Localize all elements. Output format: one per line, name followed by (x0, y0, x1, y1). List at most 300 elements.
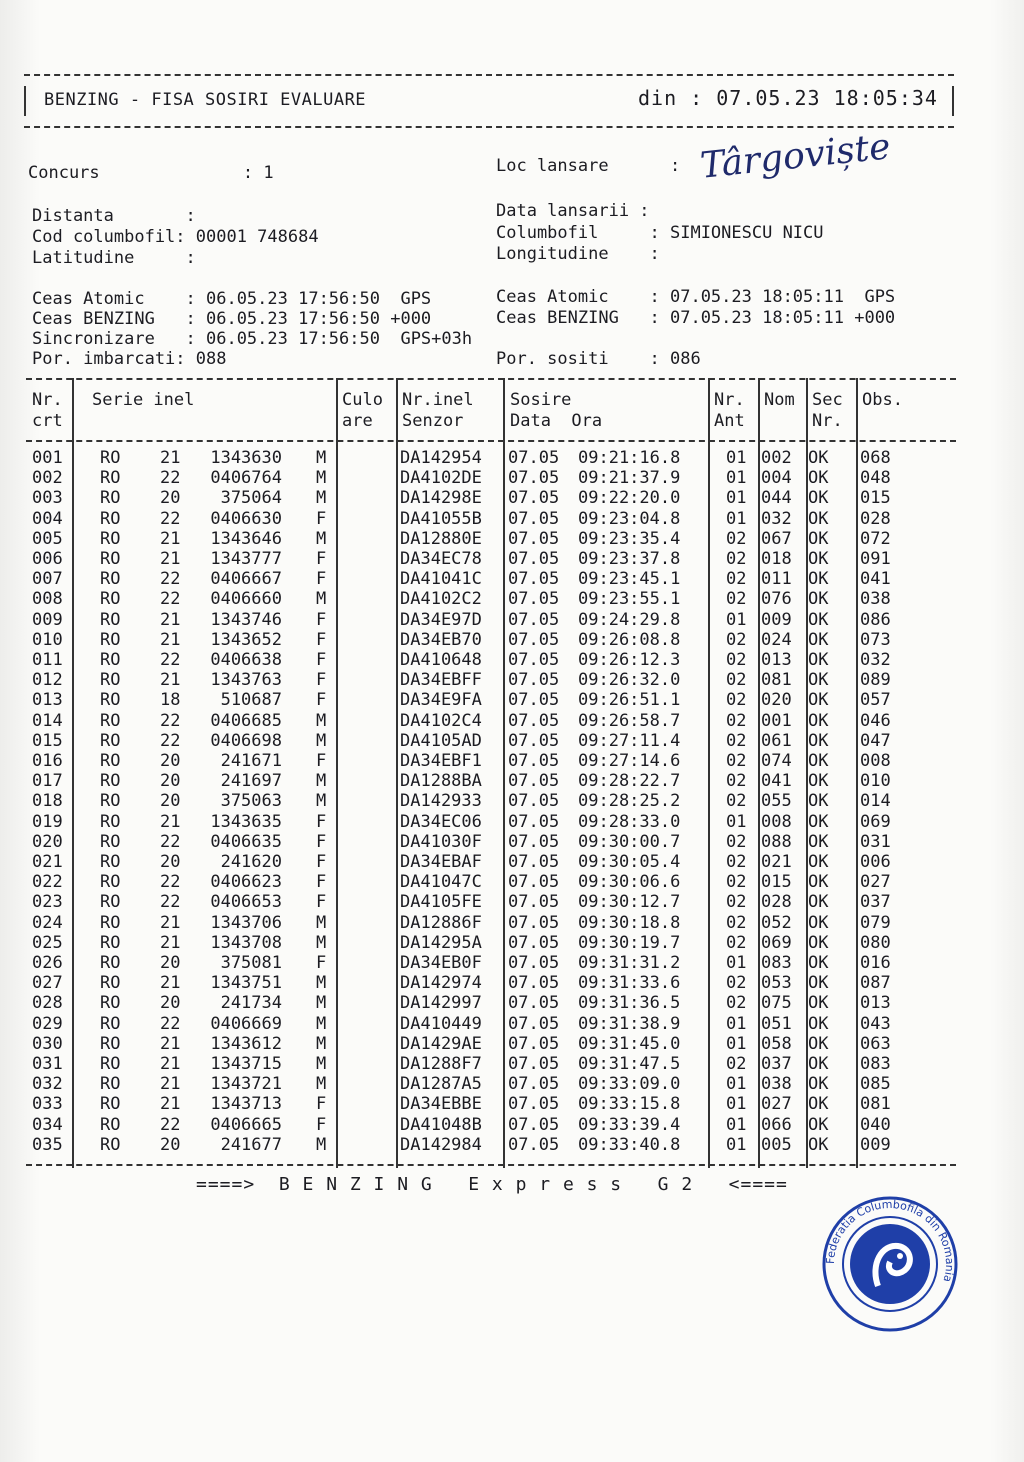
row-ant: 02 (726, 831, 747, 852)
row-sensor: DA41030F (400, 831, 482, 852)
row-ant: 02 (726, 569, 747, 590)
row-ant: 02 (726, 629, 747, 650)
row-ant: 02 (726, 993, 747, 1014)
row-obs: 072 (860, 528, 891, 549)
row-sex: M (316, 468, 327, 489)
row-nom: 074 (761, 751, 792, 771)
row-obs: 081 (860, 1094, 891, 1115)
row-nr: 026 (32, 953, 63, 973)
row-ring: 1343706 (210, 912, 282, 933)
col-nr-crt: Nr. crt (32, 390, 63, 431)
row-sensor: DA4105AD (400, 730, 482, 751)
row-nr: 031 (32, 1054, 63, 1074)
row-ring: 0406667 (210, 569, 282, 590)
row-country: RO (100, 1013, 121, 1034)
row-sensor: DA34EBF1 (400, 751, 482, 771)
row-nr: 019 (32, 811, 63, 832)
row-year: 21 (160, 448, 181, 468)
row-sex: M (316, 912, 327, 933)
row-country: RO (100, 1074, 121, 1095)
row-ant: 02 (726, 791, 747, 812)
row-country: RO (100, 932, 121, 953)
row-time: 09:33:09.0 (578, 1074, 681, 1095)
row-country: RO (100, 852, 121, 872)
row-year: 21 (160, 1033, 181, 1054)
row-year: 21 (160, 549, 181, 569)
federation-seal (820, 1194, 960, 1334)
row-ring: 1343713 (210, 1094, 282, 1115)
row-ant: 02 (726, 771, 747, 792)
row-nr: 020 (32, 831, 63, 852)
row-sensor: DA34EBFF (400, 670, 482, 691)
row-time: 09:31:31.2 (578, 953, 681, 973)
row-sex: M (316, 528, 327, 549)
row-sex: F (316, 629, 327, 650)
row-sec: OK (808, 1074, 829, 1095)
row-nom: 058 (761, 1033, 792, 1054)
row-sensor: DA142933 (400, 791, 482, 812)
row-obs: 014 (860, 791, 891, 812)
row-sensor: DA12886F (400, 912, 482, 933)
row-country: RO (100, 508, 121, 529)
row-time: 09:26:58.7 (578, 710, 681, 731)
row-obs: 063 (860, 1033, 891, 1054)
row-nom: 024 (761, 629, 792, 650)
row-country: RO (100, 549, 121, 569)
ceas-atomic-end: Ceas Atomic : 07.05.23 18:05:11 GPS (496, 287, 896, 307)
row-date: 07.05 (508, 791, 560, 812)
row-nom: 020 (761, 690, 792, 711)
row-ring: 1343646 (210, 528, 282, 549)
row-nom: 018 (761, 549, 792, 569)
row-obs: 008 (860, 751, 891, 771)
col-nom: Nom (764, 390, 795, 410)
table-row (26, 1014, 956, 1034)
row-nom: 032 (761, 508, 792, 529)
row-sex: M (316, 791, 327, 812)
row-time: 09:30:05.4 (578, 852, 681, 872)
row-sec: OK (808, 589, 829, 610)
report-header (24, 74, 954, 128)
row-sensor: DA41041C (400, 569, 482, 590)
row-sensor: DA41055B (400, 508, 482, 529)
row-country: RO (100, 872, 121, 893)
row-ring: 0406660 (210, 589, 282, 610)
row-obs: 031 (860, 831, 891, 852)
row-nr: 014 (32, 710, 63, 731)
row-ring: 1343715 (210, 1054, 282, 1074)
row-ant: 01 (726, 609, 747, 630)
row-nom: 028 (761, 892, 792, 913)
ceas-benzing-start: Ceas BENZING : 06.05.23 17:56:50 +000 (32, 309, 432, 329)
por-sositi-field: Por. sositi : 086 (496, 349, 701, 369)
row-ring: 0406653 (210, 892, 282, 913)
table-row (26, 589, 956, 609)
row-ring: 1343652 (210, 629, 282, 650)
row-time: 09:23:55.1 (578, 589, 681, 610)
row-sec: OK (808, 872, 829, 893)
row-nom: 044 (761, 488, 792, 509)
row-sensor: DA34EB0F (400, 953, 482, 973)
row-date: 07.05 (508, 508, 560, 529)
row-date: 07.05 (508, 993, 560, 1014)
row-nom: 027 (761, 1094, 792, 1115)
table-row (26, 1034, 956, 1054)
table-top-rule (26, 378, 956, 380)
row-country: RO (100, 650, 121, 670)
row-ant: 02 (726, 751, 747, 771)
row-year: 22 (160, 831, 181, 852)
row-date: 07.05 (508, 811, 560, 832)
row-nom: 002 (761, 448, 792, 468)
row-time: 09:28:25.2 (578, 791, 681, 812)
row-time: 09:23:04.8 (578, 508, 681, 529)
row-sensor: DA1429AE (400, 1033, 482, 1054)
table-row (26, 751, 956, 771)
table-row (26, 711, 956, 731)
row-ant: 01 (726, 953, 747, 973)
row-nr: 024 (32, 912, 63, 933)
row-sec: OK (808, 629, 829, 650)
row-ant: 01 (726, 1134, 747, 1155)
row-date: 07.05 (508, 1013, 560, 1034)
row-country: RO (100, 912, 121, 933)
header-rule (26, 440, 956, 442)
row-year: 20 (160, 751, 181, 771)
row-sex: M (316, 1033, 327, 1054)
table-row (26, 812, 956, 832)
row-nr: 003 (32, 488, 63, 509)
row-date: 07.05 (508, 589, 560, 610)
row-ring: 241671 (220, 751, 282, 771)
row-obs: 037 (860, 892, 891, 913)
row-ring: 375064 (220, 488, 282, 509)
row-obs: 013 (860, 993, 891, 1014)
row-sensor: DA34E97D (400, 609, 482, 630)
row-date: 07.05 (508, 569, 560, 590)
row-date: 07.05 (508, 468, 560, 489)
row-nom: 076 (761, 589, 792, 610)
row-time: 09:23:37.8 (578, 549, 681, 569)
row-sex: F (316, 569, 327, 590)
row-time: 09:31:38.9 (578, 1013, 681, 1034)
row-ant: 02 (726, 670, 747, 691)
col-sosire: Sosire Data Ora (510, 390, 603, 431)
table-row (26, 509, 956, 529)
row-nr: 032 (32, 1074, 63, 1095)
row-sex: F (316, 811, 327, 832)
row-obs: 089 (860, 670, 891, 691)
row-nr: 033 (32, 1094, 63, 1115)
row-nr: 001 (32, 448, 63, 468)
row-sec: OK (808, 1054, 829, 1074)
row-country: RO (100, 448, 121, 468)
row-country: RO (100, 892, 121, 913)
row-country: RO (100, 973, 121, 994)
row-sec: OK (808, 508, 829, 529)
row-time: 09:21:37.9 (578, 468, 681, 489)
benzing-footer: ====> B E N Z I N G E x p r e s s G 2 <==== (196, 1174, 788, 1195)
row-time: 09:22:20.0 (578, 488, 681, 509)
row-sex: F (316, 751, 327, 771)
row-ring: 375063 (220, 791, 282, 812)
row-sex: F (316, 892, 327, 913)
row-date: 07.05 (508, 771, 560, 792)
row-sex: F (316, 508, 327, 529)
row-sensor: DA41048B (400, 1114, 482, 1135)
row-time: 09:26:12.3 (578, 650, 681, 670)
row-sex: F (316, 1114, 327, 1135)
row-sensor: DA4105FE (400, 892, 482, 913)
row-nom: 066 (761, 1114, 792, 1135)
row-nom: 021 (761, 852, 792, 872)
row-obs: 006 (860, 852, 891, 872)
row-nr: 010 (32, 629, 63, 650)
row-year: 22 (160, 730, 181, 751)
loc-lansare-field: Loc lansare : (496, 156, 681, 176)
row-sex: F (316, 953, 327, 973)
row-year: 22 (160, 589, 181, 610)
row-sex: M (316, 993, 327, 1014)
row-nom: 005 (761, 1134, 792, 1155)
col-ant: Nr. Ant (714, 390, 745, 431)
row-obs: 080 (860, 932, 891, 953)
row-year: 22 (160, 1013, 181, 1034)
row-obs: 069 (860, 811, 891, 832)
row-sec: OK (808, 650, 829, 670)
row-nom: 055 (761, 791, 792, 812)
table-row (26, 933, 956, 953)
row-sensor: DA34EC78 (400, 549, 482, 569)
row-nr: 034 (32, 1114, 63, 1135)
row-ant: 01 (726, 468, 747, 489)
row-ant: 01 (726, 1033, 747, 1054)
row-ant: 02 (726, 1054, 747, 1074)
row-sex: F (316, 1094, 327, 1115)
table-row (26, 1135, 956, 1155)
table-row (26, 488, 956, 508)
row-year: 22 (160, 468, 181, 489)
row-sensor: DA34EB70 (400, 629, 482, 650)
row-nom: 037 (761, 1054, 792, 1074)
row-year: 21 (160, 670, 181, 691)
row-year: 22 (160, 710, 181, 731)
row-date: 07.05 (508, 872, 560, 893)
table-row (26, 771, 956, 791)
row-ant: 02 (726, 710, 747, 731)
row-date: 07.05 (508, 710, 560, 731)
row-nr: 013 (32, 690, 63, 711)
col-sec: Sec Nr. (812, 390, 843, 431)
row-country: RO (100, 488, 121, 509)
row-nom: 041 (761, 771, 792, 792)
row-ring: 0406685 (210, 710, 282, 731)
row-nom: 069 (761, 932, 792, 953)
row-sex: M (316, 710, 327, 731)
row-ant: 02 (726, 973, 747, 994)
row-time: 09:23:45.1 (578, 569, 681, 590)
row-sensor: DA142954 (400, 448, 482, 468)
row-ring: 0406698 (210, 730, 282, 751)
row-sex: M (316, 589, 327, 610)
row-ant: 01 (726, 488, 747, 509)
row-obs: 043 (860, 1013, 891, 1034)
row-obs: 046 (860, 710, 891, 731)
row-year: 21 (160, 528, 181, 549)
row-time: 09:28:33.0 (578, 811, 681, 832)
row-year: 21 (160, 629, 181, 650)
row-year: 20 (160, 953, 181, 973)
handwritten-location: Târgoviște (698, 126, 893, 187)
row-sex: M (316, 932, 327, 953)
row-ant: 01 (726, 1114, 747, 1135)
row-sensor: DA41047C (400, 872, 482, 893)
row-nr: 017 (32, 771, 63, 792)
row-ant: 02 (726, 872, 747, 893)
row-time: 09:33:15.8 (578, 1094, 681, 1115)
row-ant: 02 (726, 690, 747, 711)
row-ring: 0406665 (210, 1114, 282, 1135)
row-date: 07.05 (508, 528, 560, 549)
row-time: 09:31:45.0 (578, 1033, 681, 1054)
data-lansarii-field: Data lansarii : (496, 201, 650, 221)
row-time: 09:21:16.8 (578, 448, 681, 468)
row-ring: 1343630 (210, 448, 282, 468)
col-inel-senzor: Nr.inel Senzor (402, 390, 474, 431)
row-ring: 510687 (220, 690, 282, 711)
row-date: 07.05 (508, 629, 560, 650)
row-time: 09:30:06.6 (578, 872, 681, 893)
row-sensor: DA14298E (400, 488, 482, 509)
row-date: 07.05 (508, 892, 560, 913)
row-sec: OK (808, 973, 829, 994)
row-year: 20 (160, 791, 181, 812)
row-sec: OK (808, 569, 829, 590)
col-serie-inel: Serie inel (92, 390, 195, 410)
row-country: RO (100, 993, 121, 1014)
row-nr: 029 (32, 1013, 63, 1034)
row-ant: 02 (726, 730, 747, 751)
row-country: RO (100, 811, 121, 832)
row-sec: OK (808, 488, 829, 509)
row-time: 09:30:00.7 (578, 831, 681, 852)
row-sex: M (316, 730, 327, 751)
row-year: 21 (160, 973, 181, 994)
row-obs: 091 (860, 549, 891, 569)
row-nom: 038 (761, 1074, 792, 1095)
por-imbarcati-field: Por. imbarcati: 088 (32, 349, 227, 369)
row-obs: 040 (860, 1114, 891, 1135)
row-sec: OK (808, 528, 829, 549)
row-sec: OK (808, 468, 829, 489)
row-nom: 009 (761, 609, 792, 630)
row-date: 07.05 (508, 1074, 560, 1095)
row-nr: 009 (32, 609, 63, 630)
row-ant: 02 (726, 932, 747, 953)
row-year: 21 (160, 912, 181, 933)
row-sec: OK (808, 670, 829, 691)
table-row (26, 973, 956, 993)
row-sensor: DA34EBBE (400, 1094, 482, 1115)
row-obs: 032 (860, 650, 891, 670)
row-time: 09:24:29.8 (578, 609, 681, 630)
row-sec: OK (808, 448, 829, 468)
row-ant: 02 (726, 549, 747, 569)
svg-text:Federatia Columbofila din Roma: Federatia Columbofila din Romania (823, 1197, 957, 1284)
row-sec: OK (808, 1094, 829, 1115)
row-obs: 085 (860, 1074, 891, 1095)
row-country: RO (100, 831, 121, 852)
row-ant: 02 (726, 912, 747, 933)
row-time: 09:27:11.4 (578, 730, 681, 751)
row-ring: 0406635 (210, 831, 282, 852)
row-ant: 02 (726, 852, 747, 872)
row-sex: F (316, 852, 327, 872)
row-country: RO (100, 1054, 121, 1074)
row-sex: M (316, 973, 327, 994)
row-nr: 015 (32, 730, 63, 751)
row-ring: 1343612 (210, 1033, 282, 1054)
row-year: 20 (160, 852, 181, 872)
row-country: RO (100, 1134, 121, 1155)
col-culoare: Culo are (342, 390, 383, 431)
row-ring: 241697 (220, 771, 282, 792)
row-time: 09:30:12.7 (578, 892, 681, 913)
row-date: 07.05 (508, 1033, 560, 1054)
row-country: RO (100, 751, 121, 771)
row-ring: 1343751 (210, 973, 282, 994)
row-nom: 004 (761, 468, 792, 489)
row-date: 07.05 (508, 1054, 560, 1074)
row-sex: M (316, 488, 327, 509)
row-date: 07.05 (508, 973, 560, 994)
row-sec: OK (808, 1114, 829, 1135)
row-ring: 375081 (220, 953, 282, 973)
row-time: 09:26:08.8 (578, 629, 681, 650)
row-nr: 002 (32, 468, 63, 489)
row-sec: OK (808, 1013, 829, 1034)
row-sex: F (316, 831, 327, 852)
row-nom: 053 (761, 973, 792, 994)
row-ring: 0406623 (210, 872, 282, 893)
row-obs: 083 (860, 1054, 891, 1074)
latitudine-field: Latitudine : (32, 248, 196, 268)
row-country: RO (100, 1114, 121, 1135)
concurs-field: Concurs : 1 (28, 163, 274, 183)
row-date: 07.05 (508, 912, 560, 933)
row-nr: 027 (32, 973, 63, 994)
row-country: RO (100, 629, 121, 650)
row-country: RO (100, 771, 121, 792)
row-date: 07.05 (508, 549, 560, 569)
table-row (26, 569, 956, 589)
row-nr: 007 (32, 569, 63, 590)
table-row (26, 670, 956, 690)
row-obs: 041 (860, 569, 891, 590)
row-time: 09:27:14.6 (578, 751, 681, 771)
row-year: 22 (160, 872, 181, 893)
row-nom: 067 (761, 528, 792, 549)
row-ring: 241620 (220, 852, 282, 872)
table-row (26, 872, 956, 892)
row-ant: 01 (726, 811, 747, 832)
row-ant: 02 (726, 589, 747, 610)
row-ring: 1343777 (210, 549, 282, 569)
row-date: 07.05 (508, 448, 560, 468)
row-year: 21 (160, 1054, 181, 1074)
row-year: 21 (160, 1074, 181, 1095)
row-sex: F (316, 670, 327, 691)
